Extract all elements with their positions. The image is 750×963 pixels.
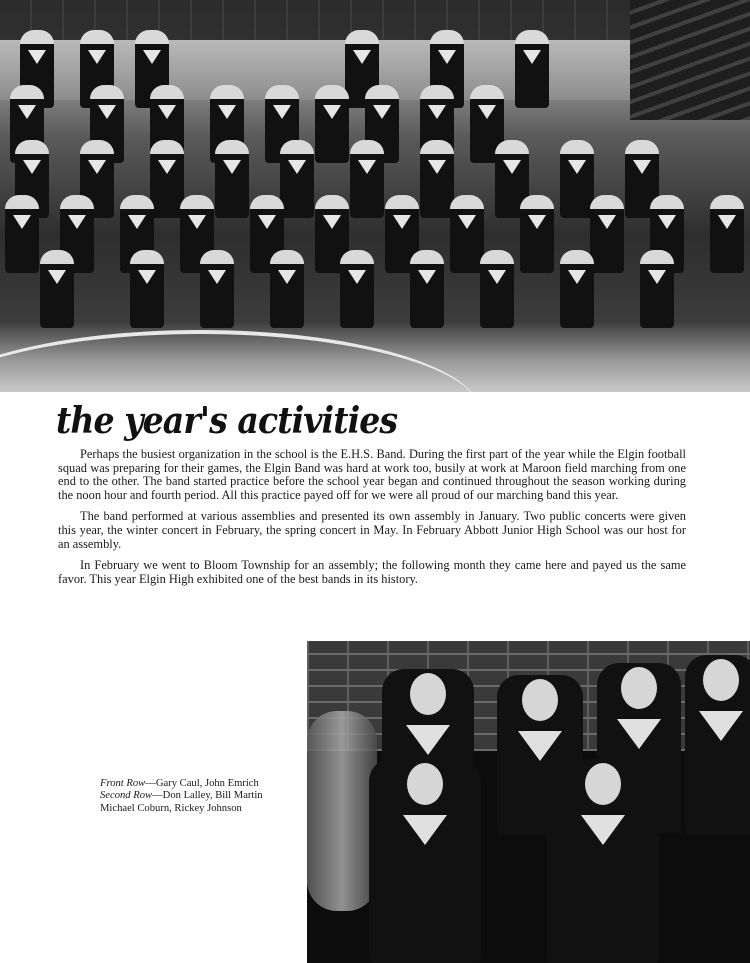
ensemble-photo bbox=[307, 641, 750, 963]
bleachers bbox=[630, 0, 750, 120]
band-member bbox=[340, 250, 374, 328]
ensemble-member bbox=[547, 759, 659, 963]
photo-caption: Front Row—Gary Caul, John Emrich Second Row—Don Lalley, Bill Martin Michael Coburn, Rickey Johnson bbox=[100, 778, 300, 815]
second-row-label: Second Row bbox=[100, 790, 153, 802]
band-member bbox=[590, 195, 624, 273]
article-body bbox=[58, 448, 686, 594]
band-member bbox=[410, 250, 444, 328]
band-member bbox=[130, 250, 164, 328]
band-member bbox=[640, 250, 674, 328]
band-group-photo bbox=[0, 0, 750, 392]
ensemble-member bbox=[369, 759, 481, 963]
band-member bbox=[315, 85, 349, 163]
band-member bbox=[480, 250, 514, 328]
paragraph: Perhaps the busiest organization in the school is the E.H.S. Band. During the first part of the year while the Elgin football squad was preparing for their games, the Elgin Band was hard at work too, busily at work at Maroon field marching from one end to the other. The band started practice before the school year began and continued throughout the season working during the noon hour and fourth period. All this practice payed off for we were all proud of our marching band this year. bbox=[58, 447, 686, 502]
second-row-names: Don Lalley, Bill Martin bbox=[162, 790, 263, 802]
paragraph: In February we went to Bloom Township for an assembly; the following month they came here and payed us the same favor. This year Elgin High exhibited one of the best bands in its history. bbox=[58, 558, 686, 586]
band-member bbox=[420, 140, 454, 218]
band-member bbox=[350, 140, 384, 218]
court-line bbox=[0, 330, 480, 392]
band-member bbox=[215, 140, 249, 218]
band-member bbox=[280, 140, 314, 218]
band-member bbox=[5, 195, 39, 273]
paragraph: The band performed at various assemblies and presented its own assembly in January. Two public concerts were given this year, the winter concert in February, the spring concert in May. In February Abbott Junior High School was our host for an assembly. bbox=[58, 509, 686, 551]
band-member bbox=[150, 140, 184, 218]
front-row-label: Front Row bbox=[100, 778, 146, 789]
front-row-names: Gary Caul, John Emrich bbox=[155, 778, 259, 789]
second-row-names-continued: Michael Coburn, Rickey Johnson bbox=[100, 802, 242, 814]
band-member bbox=[515, 30, 549, 108]
band-member bbox=[200, 250, 234, 328]
band-member bbox=[560, 140, 594, 218]
band-member bbox=[450, 195, 484, 273]
band-member bbox=[270, 250, 304, 328]
band-member bbox=[40, 250, 74, 328]
band-member bbox=[710, 195, 744, 273]
tuba-icon bbox=[307, 711, 377, 911]
band-member bbox=[520, 195, 554, 273]
band-member bbox=[560, 250, 594, 328]
ensemble-member bbox=[685, 655, 750, 835]
page-title: the year's activities bbox=[56, 400, 398, 442]
